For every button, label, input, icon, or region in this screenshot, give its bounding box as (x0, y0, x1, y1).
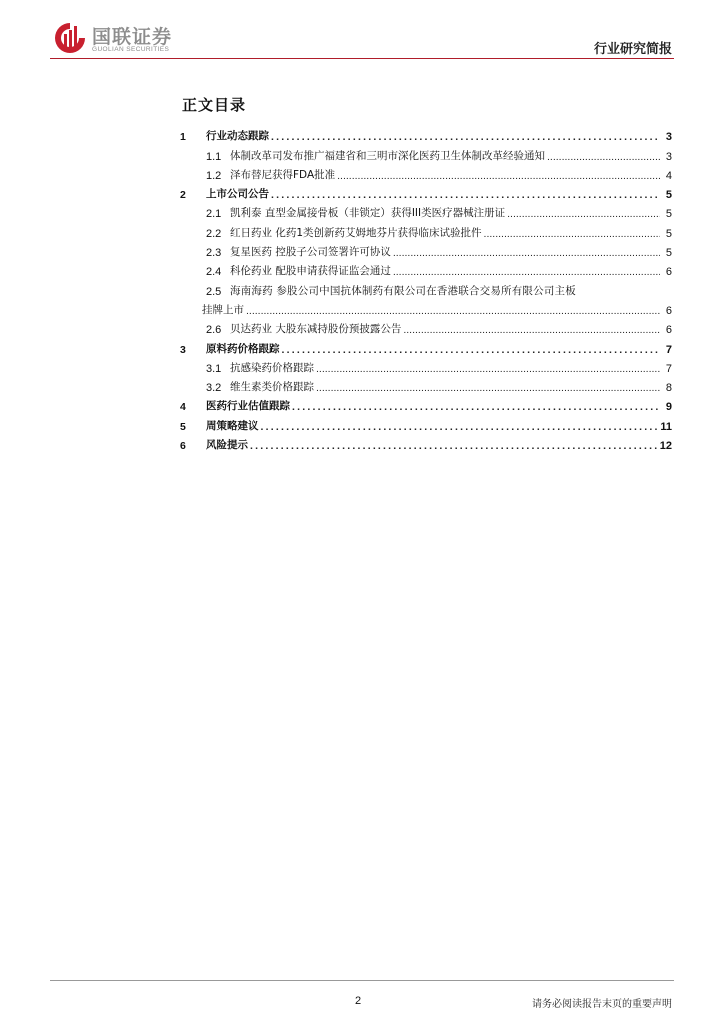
toc-entry-number: 2.1 (206, 208, 222, 221)
toc-entry-page: 11 (660, 420, 672, 433)
toc-leader-dots (261, 421, 659, 433)
toc-entry-title: 红日药业 化药1类创新药艾姆地芬片获得临床试验批件 (230, 226, 482, 239)
toc-entry[interactable] (178, 220, 672, 239)
toc-entry-title: 行业动态跟踪 (206, 130, 269, 143)
toc-entry-page: 5 (665, 247, 672, 260)
toc-entry[interactable] (178, 375, 672, 394)
toc-entry-title: 医药行业估值跟踪 (206, 400, 290, 413)
toc-entry-number: 3.1 (206, 362, 222, 375)
footer-divider (50, 980, 674, 981)
toc-entry-page: 3 (665, 150, 672, 163)
toc-entry-title: 贝达药业 大股东减持股份预披露公告 (230, 323, 402, 336)
toc-entry-page: 5 (665, 189, 672, 202)
toc-leader-dots (403, 324, 660, 336)
toc-entry-page: 5 (665, 208, 672, 221)
toc-leader-dots (282, 344, 661, 356)
company-logo (52, 20, 192, 56)
footer-disclaimer: 请务必阅读报告末页的重要声明 (532, 999, 672, 1010)
toc-entry-title: 泽布替尼获得FDA批准 (230, 168, 336, 181)
toc-entry[interactable] (178, 163, 672, 182)
toc-entry-page: 3 (665, 131, 672, 144)
toc-entry-number: 1.1 (206, 150, 222, 163)
toc-leader-dots (484, 228, 660, 240)
toc-leader-dots (393, 247, 660, 259)
toc-entry-page: 4 (665, 169, 672, 182)
page-number: 2 (355, 995, 362, 1007)
toc-leader-dots (271, 189, 660, 201)
toc-leader-dots (271, 131, 660, 143)
toc-entry[interactable] (178, 143, 672, 162)
toc-entry-number: 3.2 (206, 382, 222, 395)
toc-entry-number: 4 (180, 401, 186, 414)
toc-entry[interactable] (178, 317, 672, 336)
toc-leader-dots (507, 208, 660, 220)
toc-leader-dots (292, 401, 660, 413)
toc-entry-number: 2.2 (206, 227, 222, 240)
toc-entry-title: 周策略建议 (206, 419, 259, 432)
toc-entry-number: 2.4 (206, 266, 222, 279)
toc-entry-page: 7 (665, 343, 672, 356)
toc-entry-title: 凯利泰 直型金属接骨板（非锁定）获得III类医疗器械注册证 (230, 207, 506, 220)
toc-entry-page: 5 (665, 227, 672, 240)
toc-entry-page: 6 (665, 324, 672, 337)
toc-entry-page: 12 (659, 440, 672, 453)
toc-entry-number: 2.6 (206, 324, 222, 337)
toc-entry-number: 3 (180, 343, 186, 356)
toc-entry[interactable] (178, 259, 672, 278)
toc-entry[interactable] (178, 201, 672, 220)
toc-entry-number: 1.2 (206, 169, 222, 182)
toc-entry[interactable] (178, 356, 672, 375)
toc-entry-number: 5 (180, 420, 186, 433)
toc-leader-dots (316, 363, 660, 375)
toc-entry-page: 9 (665, 401, 672, 414)
toc-entry-number: 2.3 (206, 247, 222, 260)
toc-entry-title: 原料药价格跟踪 (206, 342, 280, 355)
toc-leader-dots (337, 170, 660, 182)
toc-leader-dots (316, 382, 660, 394)
toc-entry-page: 7 (665, 362, 672, 375)
toc-leader-dots (246, 305, 660, 317)
toc-entry-title: 上市公司公告 (206, 188, 269, 201)
toc-entry-title: 体制改革司发布推广福建省和三明市深化医药卫生体制改革经验通知 (230, 149, 545, 162)
logo-chinese-name: 国联证券 (92, 26, 173, 48)
toc-entry-title: 海南海药 参股公司中国抗体制药有限公司在香港联合交易所有限公司主板 (230, 284, 576, 297)
toc-entry-title: 科伦药业 配股申请获得证监会通过 (230, 265, 391, 278)
toc-leader-dots (393, 266, 660, 278)
toc-entry[interactable] (178, 336, 672, 355)
toc-entry-number: 2.5 (206, 285, 222, 298)
toc-entry[interactable] (178, 240, 672, 259)
toc-entry-number: 1 (180, 131, 186, 144)
toc-entry-number: 6 (180, 440, 186, 453)
toc-entry[interactable] (178, 413, 672, 432)
toc-entry[interactable] (178, 182, 672, 201)
table-of-contents (178, 124, 672, 452)
toc-entry-page: 6 (665, 304, 672, 317)
logo-emblem-icon (52, 20, 88, 56)
toc-heading: 正文目录 (182, 96, 247, 114)
toc-entry-title-continued: 挂牌上市 (202, 303, 244, 316)
toc-entry-title: 维生素类价格跟踪 (230, 381, 314, 394)
toc-entry[interactable] (178, 433, 672, 452)
toc-entry-page: 8 (665, 382, 672, 395)
toc-leader-dots (547, 151, 660, 163)
toc-entry-title: 风险提示 (206, 439, 248, 452)
toc-entry-title: 复星医药 控股子公司签署许可协议 (230, 246, 391, 259)
report-type-label: 行业研究简报 (593, 42, 672, 57)
toc-entry-number: 2 (180, 189, 186, 202)
toc-leader-dots (250, 440, 658, 452)
logo-english-name: GUOLIAN SECURITIES (92, 46, 170, 53)
header-divider (50, 58, 674, 59)
toc-entry[interactable] (178, 278, 672, 297)
toc-entry-page: 6 (665, 266, 672, 279)
toc-entry-title: 抗感染药价格跟踪 (230, 361, 314, 374)
toc-entry[interactable] (178, 394, 672, 413)
toc-entry-continuation[interactable] (178, 298, 672, 317)
toc-entry[interactable] (178, 124, 672, 143)
